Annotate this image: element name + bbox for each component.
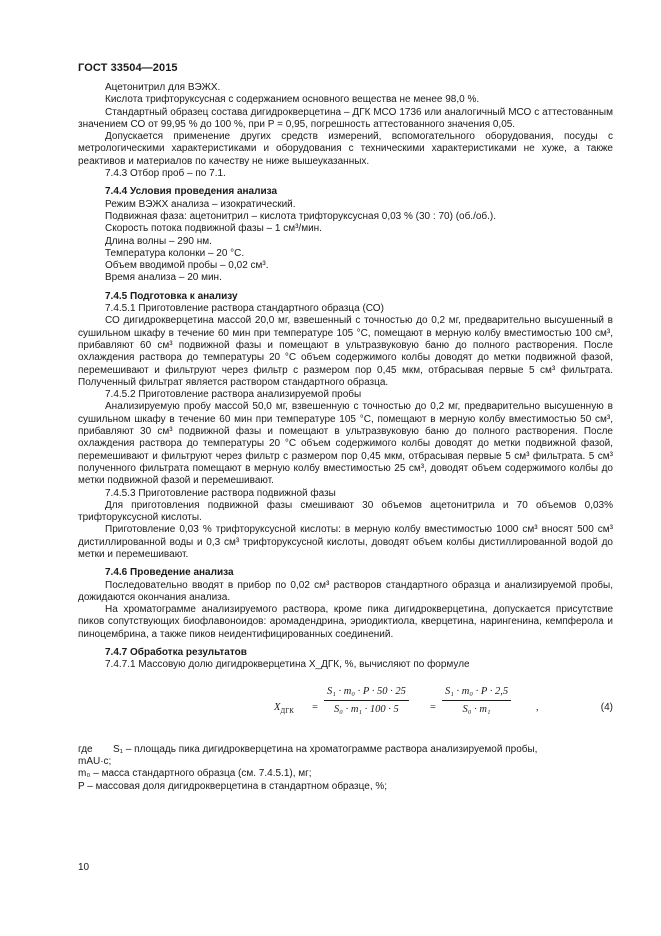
section-heading-7-4-6: 7.4.6 Проведение анализа	[105, 567, 234, 579]
where-label: где	[78, 743, 93, 755]
fraction-2-denominator: S₀ · m₁	[462, 703, 491, 715]
equals-sign: =	[430, 701, 436, 713]
condition-line: Подвижная фаза: ацетонитрил – кислота трифторуксусная 0,03 % (30 : 70) (об./об.).	[105, 210, 497, 222]
fraction-2-numerator: S₁ · m₀ · P · 2,5	[442, 686, 511, 701]
condition-line: Длина волны – 290 нм.	[105, 235, 212, 247]
condition-line: Объем вводимой пробы – 0,02 см³.	[105, 260, 269, 272]
paragraph: Последовательно вводят в прибор по 0,02 см³ растворов стандартного образца и анализируемой пробы, дожидаются окончания анализа.	[78, 579, 613, 603]
fraction-1-numerator: S₁ · m₀ · P · 50 · 25	[324, 686, 409, 701]
paragraph: Для приготовления подвижной фазы смешивают 30 объемов ацетонитрила и 70 объемов 0,03% трифторуксусной кислоты.	[78, 499, 613, 524]
paragraph: Приготовление 0,03 % трифторуксусной кислоты: в мерную колбу вместимостью 1000 см³ вносят 500 см³ дистиллированной воды и 0,3 см³ трифторуксусной кислоты, доводят объем колбы дистиллированной водой до метки и перемешивают.	[78, 524, 613, 560]
equals-sign: =	[312, 701, 318, 713]
formula-lhs-symbol: X	[274, 701, 281, 713]
formula-lhs	[274, 702, 294, 717]
subsection-title: 7.4.5.1 Приготовление раствора стандартного образца (СО)	[105, 303, 384, 315]
where-item-continuation: mAU·c;	[78, 755, 112, 767]
where-item: S₁ – площадь пика дигидрокверцетина на хроматограмме раствора анализируемой пробы,	[113, 743, 538, 755]
fraction-1	[324, 686, 409, 717]
paragraph: Анализируемую пробу массой 50,0 мг, взвешенную с точностью до 0,2 мг, предварительно высушенную в сушильном шкафу в течение 60 мин при температуре 105 °С, помещают в мерную колбу вместимостью 50 см³, прибавляют 30 см³ подвижной фазы и помещают в ультразвуковую баню до полного растворения. После охлаждения раствора до температуры 20 °С объем содержимого колбы доводят до метки подвижной фазой, перемешивают и фильтруют через фильтр с размером пор 0,45 мкм, отбрасывая первые 5 см³ фильтрата. 5 см³ полученного фильтрата помещают в мерную колбу вместимостью 25 см³, доводят объем содержимого колбы до метки подвижной фазой и перемешивают.	[78, 401, 613, 487]
page-number: 10	[78, 862, 90, 873]
paragraph: Кислота трифторуксусная с содержанием основного вещества не менее 98,0 %.	[105, 94, 480, 106]
condition-line: Скорость потока подвижной фазы – 1 см³/мин.	[105, 223, 322, 235]
page-header: ГОСТ 33504—2015	[78, 62, 178, 74]
paragraph: Стандартный образец состава дигидрокверцетина – ДГК МСО 1736 или аналогичный МСО с аттестованным значением СО от 99,95 % до 100 %, при Р = 0,95, погрешность аттестованного значения 0,05.	[78, 106, 613, 130]
formula-comma: ,	[536, 701, 539, 713]
paragraph: 7.4.3 Отбор проб – по 7.1.	[105, 168, 226, 180]
section-heading-7-4-4: 7.4.4 Условия проведения анализа	[105, 186, 278, 198]
subsection-title: 7.4.5.3 Приготовление раствора подвижной фазы	[105, 487, 336, 499]
where-item: m₀ – масса стандартного образца (см. 7.4.5.1), мг;	[78, 768, 312, 780]
paragraph: 7.4.7.1 Массовую долю дигидрокверцетина X_ДГК, %, вычисляют по формуле	[105, 659, 470, 671]
formula-lhs-subscript: ДГК	[280, 706, 294, 715]
fraction-1-denominator: S₀ · m₁ · 100 · 5	[334, 703, 399, 715]
paragraph: СО дигидрокверцетина массой 20,0 мг, взвешенный с точностью до 0,2 мг, предварительно высушенный в сушильном шкафу в течение 60 мин при температуре 105 °С, помещают в мерную колбу вместимостью 100 см³, прибавляют 60 см³ подвижной фазы и помещают в ультразвуковую баню до полного растворения. После охлаждения раствора до температуры 20 °С объем содержимого колбы доводят до метки подвижной фазой, перемешивают и фильтруют через фильтр с размером пор 0,45 мкм, отбрасывая первые 5 см³ фильтрата. Полученный фильтрат является раствором стандартного образца.	[78, 315, 613, 388]
paragraph: Допускается применение других средств измерений, вспомогательного оборудования, посуды с метрологическими характеристиками и оборудования с техническими характеристиками не хуже, а также реактивов и материалов по качеству не ниже вышеуказанных.	[78, 131, 613, 167]
paragraph: Ацетонитрил для ВЭЖХ.	[105, 82, 221, 93]
condition-line: Температура колонки – 20 °С.	[105, 247, 245, 259]
where-item: P – массовая доля дигидрокверцетина в стандартном образце, %;	[78, 780, 388, 792]
page-body	[78, 82, 613, 793]
formula-4	[78, 682, 613, 736]
section-heading-7-4-7: 7.4.7 Обработка результатов	[105, 647, 247, 659]
subsection-title: 7.4.5.2 Приготовление раствора анализируемой пробы	[105, 389, 362, 401]
section-heading-7-4-5: 7.4.5 Подготовка к анализу	[105, 290, 238, 302]
fraction-2	[442, 686, 511, 717]
where-block	[78, 744, 613, 793]
condition-line: Время анализа – 20 мин.	[105, 272, 222, 284]
formula-number: (4)	[600, 701, 613, 713]
condition-line: Режим ВЭЖХ анализа – изократический.	[105, 198, 296, 210]
paragraph: На хроматограмме анализируемого раствора, кроме пика дигидрокверцетина, допускается присутствие пиков сопутствующих биофлавоноидов: аромадендрина, эриодиктиола, кверцетина, нарингенина, кемпферола и пиноцембрина, а также пиков неидентифицированных соединений.	[78, 604, 613, 640]
